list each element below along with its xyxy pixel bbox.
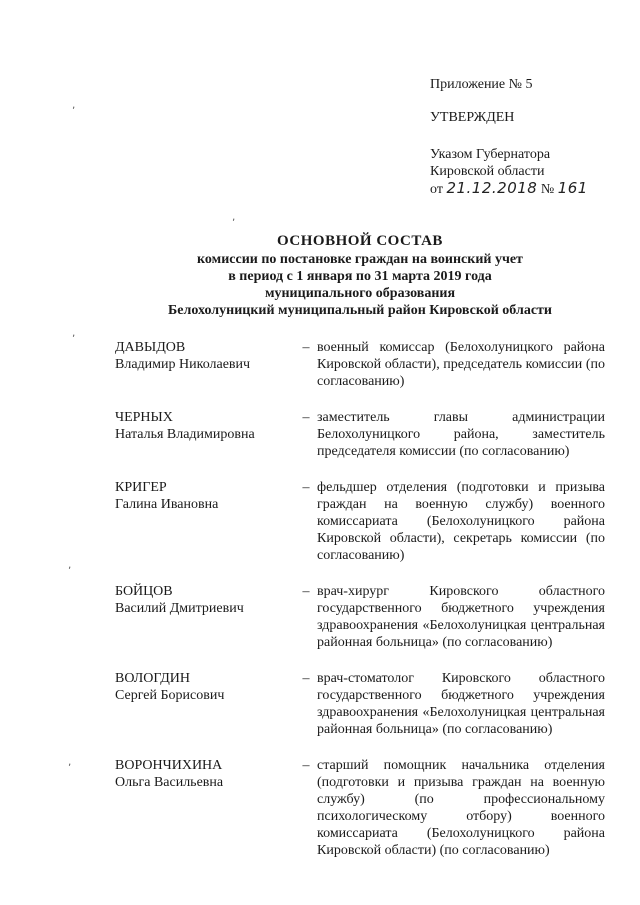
member-entry: [115, 479, 605, 564]
member-entry: [115, 339, 605, 390]
document-subtitle-line4: Белохолуницкий муниципальный район Кировской области: [168, 303, 552, 318]
member-role: заместитель главы администрации Белохолуницкого района, заместитель председателя комиссии (по согласованию): [317, 410, 605, 459]
member-dash: –: [302, 671, 310, 686]
approval-date-line: [430, 180, 630, 198]
appendix-label: Приложение № 5: [430, 77, 533, 92]
handwritten-date: 21.12.2018: [446, 179, 538, 197]
member-name: [115, 757, 295, 859]
scan-speck: ‚: [72, 328, 76, 339]
member-entry: [115, 409, 605, 460]
member-role: военный комиссар (Белохолуницкого района Кировской области), председатель комиссии (по согласованию): [317, 340, 605, 389]
members-list: [115, 339, 605, 859]
member-role: врач-стоматолог Кировского областного государственного бюджетного учреждения здравоохранения «Белохолуницкая центральная районная больница» (по согласованию): [317, 671, 605, 737]
approved-label: УТВЕРЖДЕН: [430, 110, 515, 125]
document-subtitle-line3: муниципального образования: [264, 286, 456, 301]
member-name: [115, 339, 295, 390]
member-name: [115, 479, 295, 564]
member-given-name: Наталья Владимировна: [115, 427, 255, 442]
approved-by-line1: Указом Губернатора: [430, 147, 551, 162]
member-surname: ВОЛОГДИН: [115, 671, 190, 686]
number-prefix: №: [540, 182, 555, 197]
member-given-name: Владимир Николаевич: [115, 357, 251, 372]
handwritten-number: 161: [557, 179, 588, 197]
member-surname: БОЙЦОВ: [115, 584, 173, 599]
member-dash: –: [302, 758, 310, 773]
member-dash: –: [302, 410, 310, 425]
scan-speck: ‚: [232, 212, 236, 223]
document-subtitle-line2: в период с 1 января по 31 марта 2019 года: [228, 269, 492, 284]
scan-speck: ‚: [68, 560, 72, 571]
member-entry: [115, 757, 605, 859]
member-name: [115, 670, 295, 738]
scan-speck: ‚: [72, 100, 76, 111]
member-dash: –: [302, 480, 310, 495]
document-title-block: [100, 232, 620, 319]
member-given-name: Ольга Васильевна: [115, 775, 224, 790]
scan-speck: ‚: [68, 757, 72, 768]
member-role: фельдшер отделения (подготовки и призыва граждан на военную службу) военного комиссариата (Белохолуницкого района Кировской области), секретарь комиссии (по согласованию): [317, 480, 605, 563]
document-subtitle-line1: комиссии по постановке граждан на воинский учет: [197, 252, 523, 267]
member-name: [115, 409, 295, 460]
member-surname: ЧЕРНЫХ: [115, 410, 173, 425]
member-surname: ВОРОНЧИХИНА: [115, 758, 223, 773]
member-dash: –: [302, 340, 310, 355]
member-given-name: Галина Ивановна: [115, 497, 219, 512]
approved-by-line2: Кировской области: [430, 164, 545, 179]
approval-block: [430, 76, 630, 198]
member-given-name: Василий Дмитриевич: [115, 601, 244, 616]
member-surname: КРИГЕР: [115, 480, 167, 495]
member-given-name: Сергей Борисович: [115, 688, 225, 703]
member-name: [115, 583, 295, 651]
member-entry: [115, 583, 605, 651]
member-surname: ДАВЫДОВ: [115, 340, 186, 355]
member-entry: [115, 670, 605, 738]
member-dash: –: [302, 584, 310, 599]
member-role: старший помощник начальника отделения (подготовки и призыва граждан на военную службу) (по профессиональному психологическому отбору) военного комиссариата (Белохолуницкого района Кировской области) (по согласованию): [317, 758, 605, 858]
date-prefix: от: [430, 182, 443, 197]
member-role: врач-хирург Кировского областного государственного бюджетного учреждения здравоохранения «Белохолуницкая центральная районная больница» (по согласованию): [317, 584, 605, 650]
document-title: ОСНОВНОЙ СОСТАВ: [277, 233, 443, 249]
